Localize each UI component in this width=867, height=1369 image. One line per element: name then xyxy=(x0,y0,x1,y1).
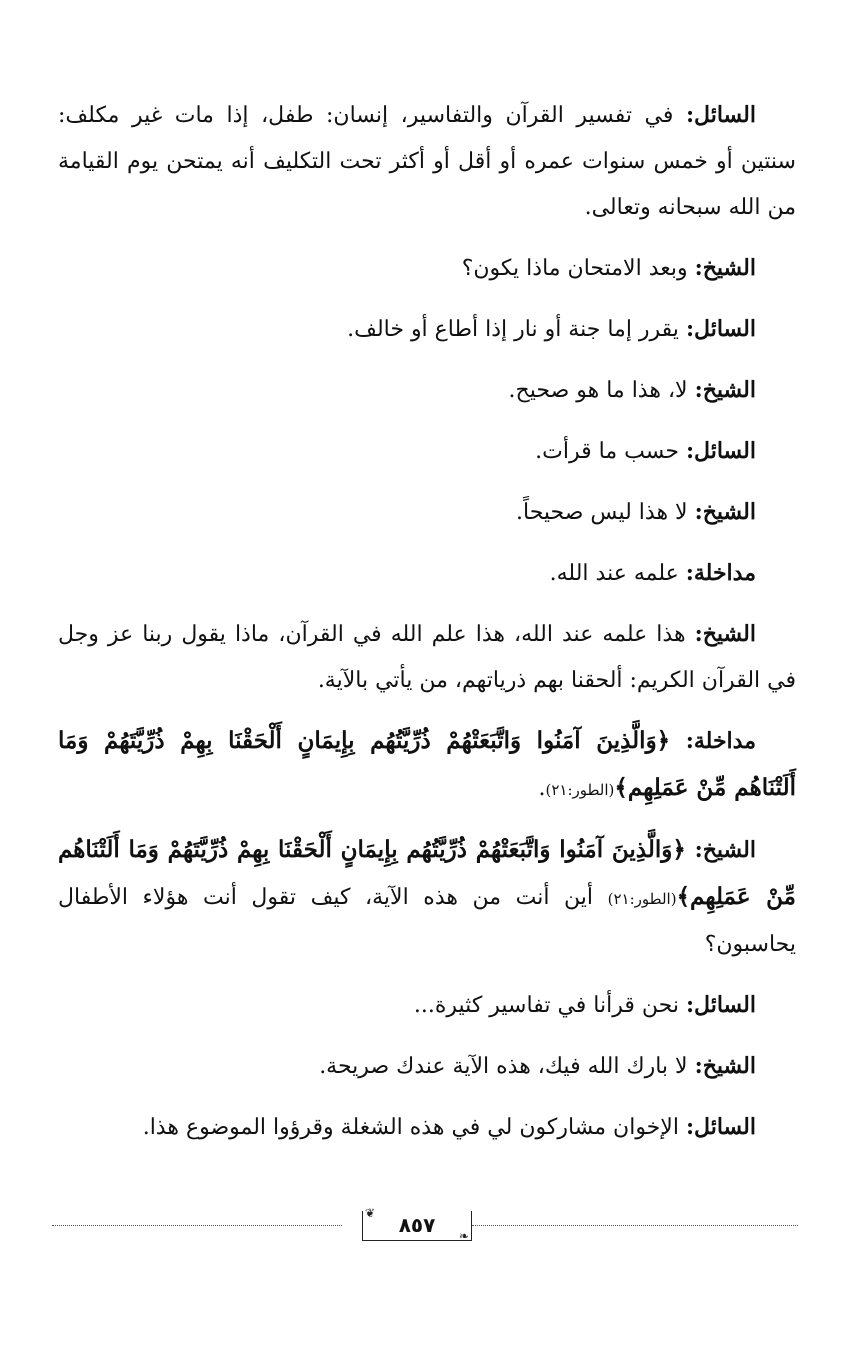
dialogue-paragraph xyxy=(58,367,796,414)
paragraph-text: أين أنت من هذه الآية، كيف تقول أنت هؤلاء الأطفال يحاسبون؟ xyxy=(58,885,796,957)
dialogue-paragraph xyxy=(58,489,796,536)
dialogue-paragraph xyxy=(58,982,796,1029)
footer-divider-left xyxy=(52,1225,342,1226)
page-body xyxy=(58,92,796,1165)
page-footer xyxy=(52,1206,798,1243)
dialogue-paragraph xyxy=(58,428,796,475)
paragraph-text: حسب ما قرأت. xyxy=(535,439,686,464)
dialogue-paragraph xyxy=(58,245,796,292)
paragraph-text: الإخوان مشاركون لي في هذه الشغلة وقرؤوا الموضوع هذا. xyxy=(142,1115,686,1140)
speaker-label: مداخلة: xyxy=(685,728,756,754)
paragraph-text: . xyxy=(538,776,546,801)
speaker-label: الشيخ: xyxy=(694,1053,756,1079)
speaker-label: السائل: xyxy=(685,102,756,128)
speaker-label: الشيخ: xyxy=(694,255,756,281)
dialogue-paragraph xyxy=(58,306,796,353)
dialogue-paragraph xyxy=(58,718,796,813)
ornament-icon: ❧ xyxy=(458,1229,469,1243)
dialogue-paragraph xyxy=(58,1104,796,1151)
speaker-label: الشيخ: xyxy=(694,499,756,525)
paragraph-text: لا بارك الله فيك، هذه الآية عندك صريحة. xyxy=(319,1054,695,1079)
quran-verse: ﴿وَالَّذِينَ آمَنُوا وَاتَّبَعَتْهُمْ ذُرِّيَّتُهُم بِإِيمَانٍ أَلْحَقْنَا بِهِمْ ذُرِّيَّتَهُمْ وَمَا أَلَتْنَاهُم مِّنْ عَمَلِهِم﴾ xyxy=(58,727,796,801)
dialogue-paragraph xyxy=(58,550,796,597)
paragraph-text: لا، هذا ما هو صحيح. xyxy=(508,378,695,403)
page-number-frame xyxy=(362,1206,472,1243)
speaker-label: السائل: xyxy=(685,316,756,342)
dialogue-paragraph xyxy=(58,1043,796,1090)
paragraph-text: لا هذا ليس صحيحاً. xyxy=(516,500,695,525)
speaker-label: السائل: xyxy=(685,992,756,1018)
dialogue-paragraph xyxy=(58,611,796,704)
dialogue-paragraph xyxy=(58,827,796,968)
paragraph-text: هذا علمه عند الله، هذا علم الله في القرآن، ماذا يقول ربنا عز وجل في القرآن الكريم: ألحقنا بهم ذرياتهم، من يأتي بالآية. xyxy=(58,622,796,693)
speaker-label: الشيخ: xyxy=(694,837,756,863)
speaker-label: مداخلة: xyxy=(685,560,756,586)
paragraph-text: وبعد الامتحان ماذا يكون؟ xyxy=(461,256,695,281)
verse-reference: (الطور:٢١) xyxy=(607,890,677,908)
ornament-icon: ❦ xyxy=(365,1206,376,1220)
page-number: ٨٥٧ xyxy=(398,1213,436,1237)
paragraph-text: نحن قرأنا في تفاسير كثيرة... xyxy=(413,993,686,1018)
paragraph-text: يقرر إما جنة أو نار إذا أطاع أو خالف. xyxy=(347,317,686,342)
paragraph-text: في تفسير القرآن والتفاسير، إنسان: طفل، إذا مات غير مكلف: سنتين أو خمس سنوات عمره أو أقل أو أكثر تحت التكليف أنه يمتحن يوم القيامة من الله سبحانه وتعالى. xyxy=(58,103,796,220)
dialogue-paragraph xyxy=(58,92,796,231)
speaker-label: الشيخ: xyxy=(694,621,756,647)
quran-verse: ﴿وَالَّذِينَ آمَنُوا وَاتَّبَعَتْهُمْ ذُرِّيَّتُهُم بِإِيمَانٍ أَلْحَقْنَا بِهِمْ ذُرِّيَّتَهُمْ وَمَا أَلَتْنَاهُم مِّنْ عَمَلِهِم﴾ xyxy=(58,836,796,910)
speaker-label: السائل: xyxy=(685,1114,756,1140)
paragraph-text: علمه عند الله. xyxy=(549,561,686,586)
speaker-label: الشيخ: xyxy=(694,377,756,403)
speaker-label: السائل: xyxy=(685,438,756,464)
verse-reference: (الطور:٢١) xyxy=(545,781,615,799)
footer-divider-right xyxy=(472,1225,798,1226)
